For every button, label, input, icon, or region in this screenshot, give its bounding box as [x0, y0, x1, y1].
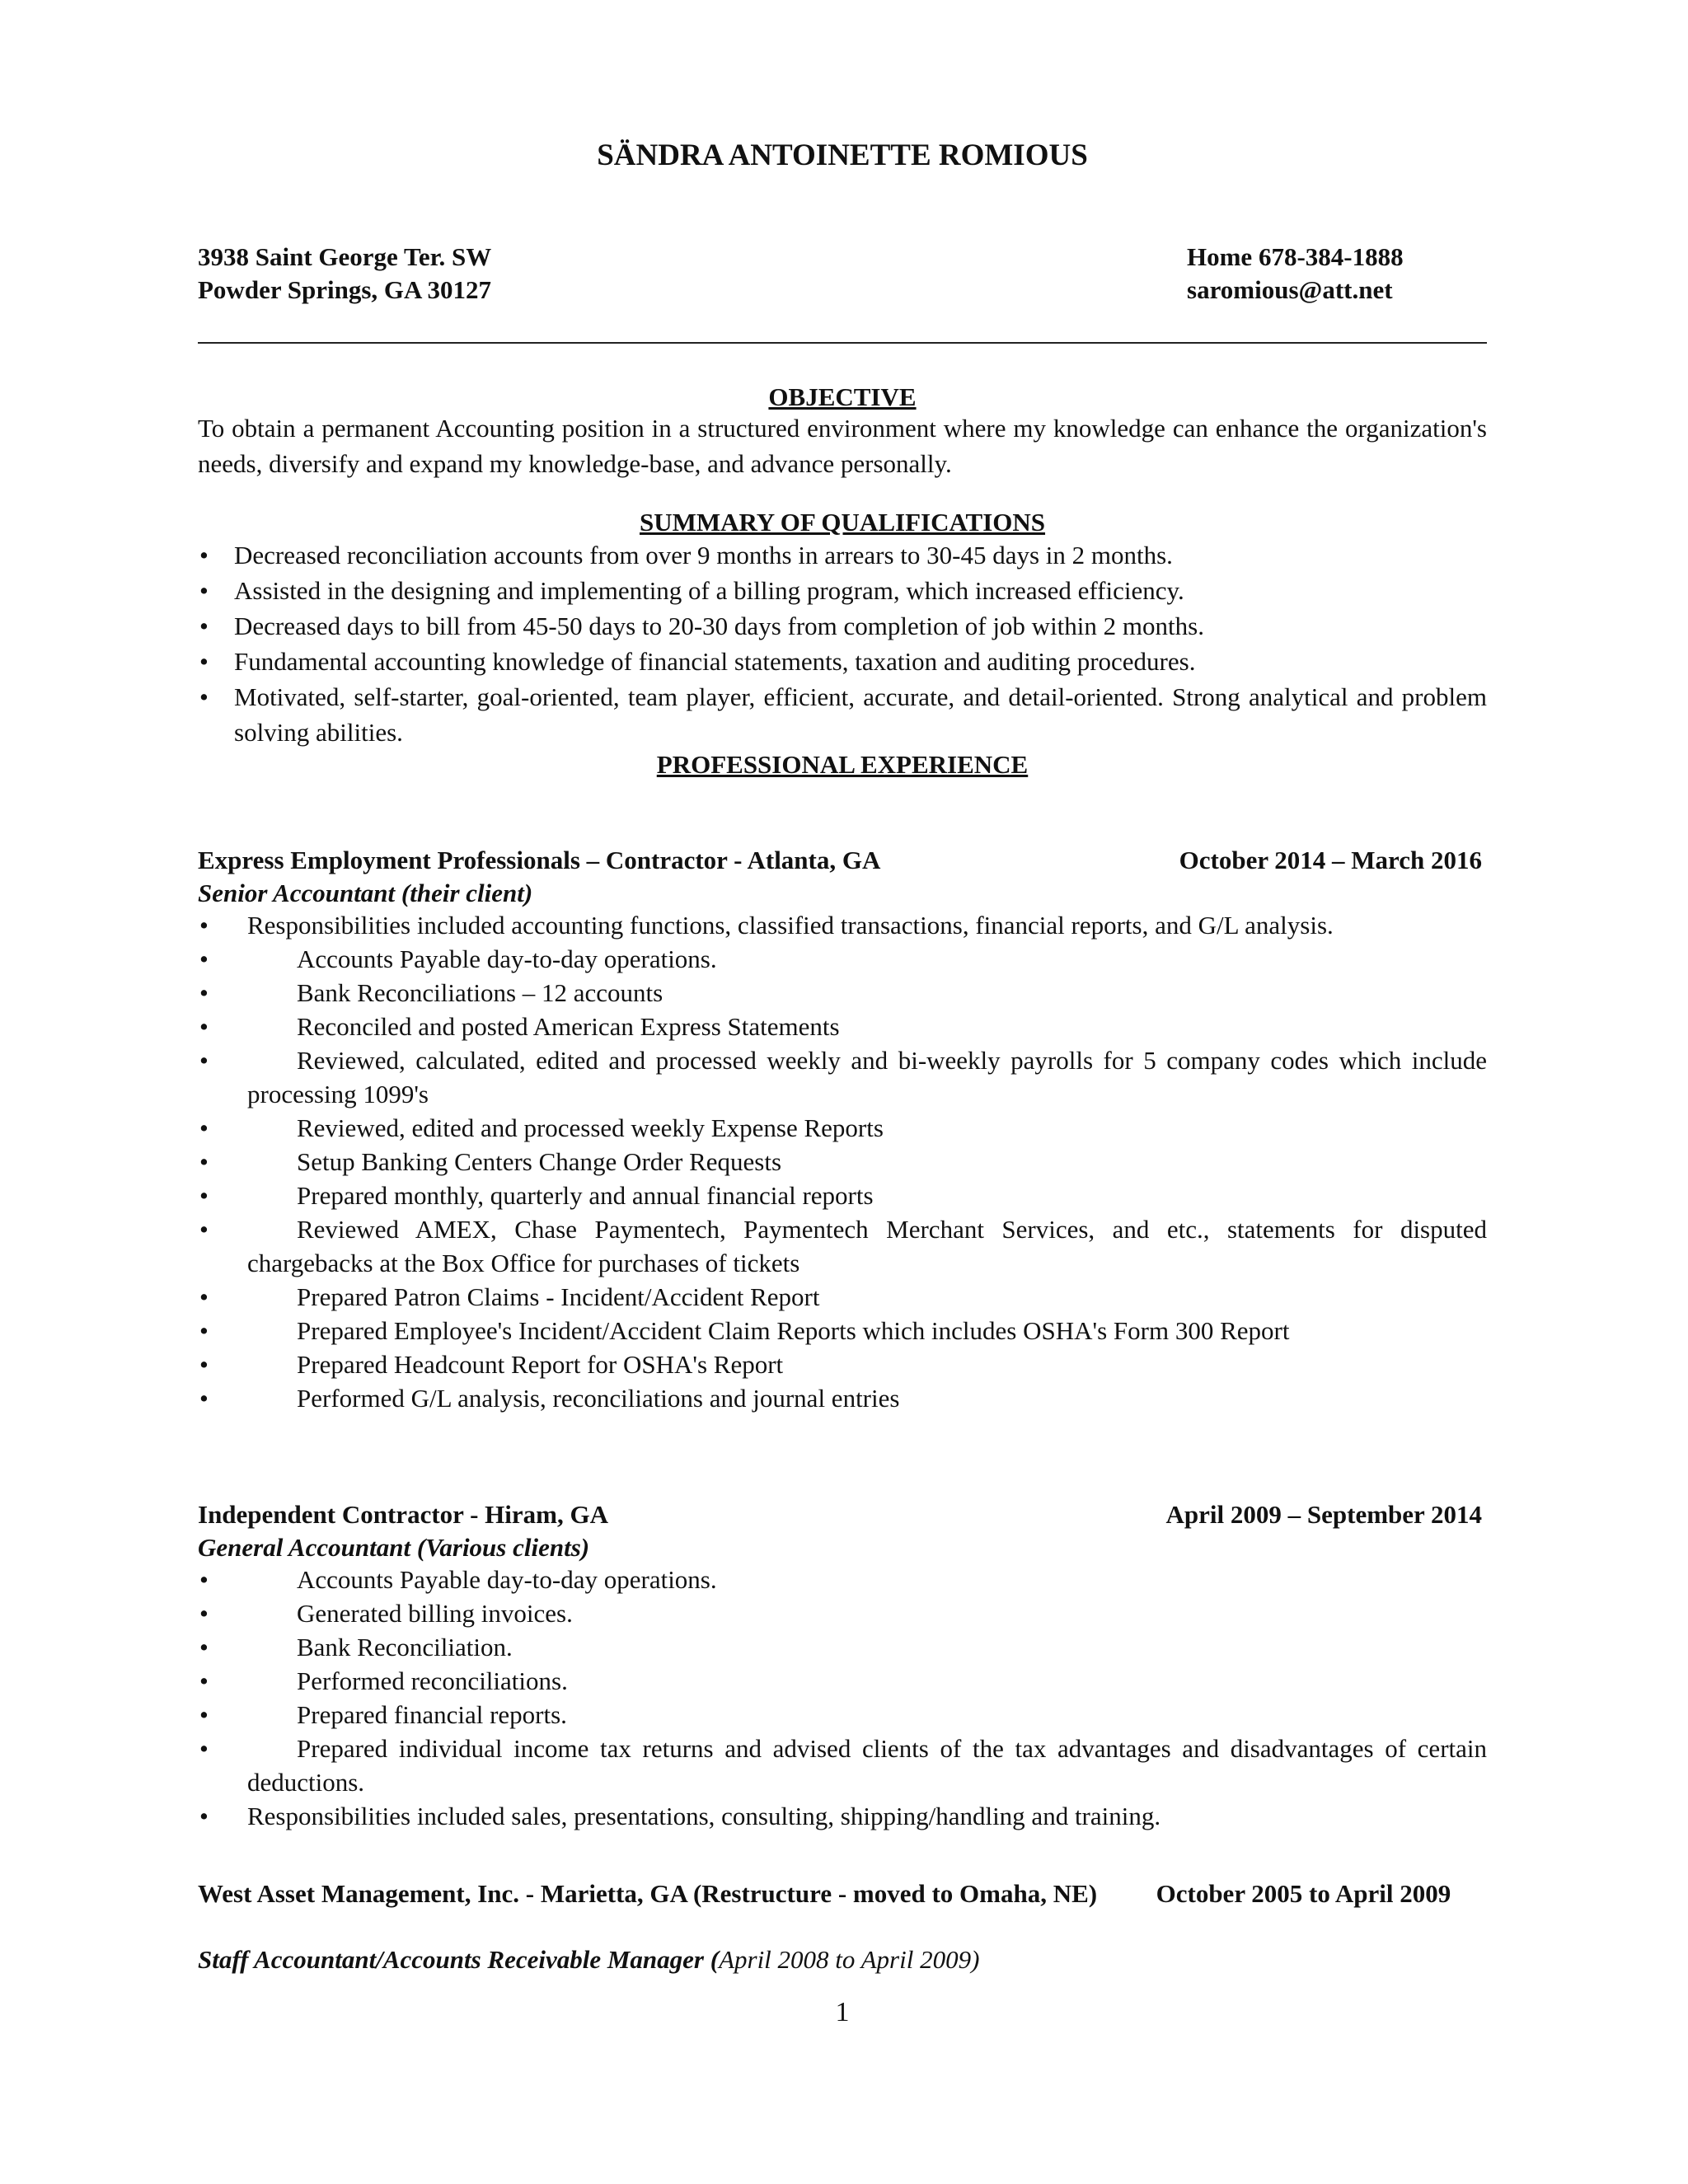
- bullet-icon: •: [199, 1599, 209, 1628]
- job-dates: October 2014 – March 2016: [1179, 846, 1482, 874]
- bullet-icon: •: [199, 682, 209, 711]
- objective-heading: OBJECTIVE: [768, 382, 917, 411]
- bullet-icon: •: [199, 1046, 209, 1075]
- list-item: • Responsibilities included accounting functions, classified transactions, financial reports, and G/L analysis.: [198, 908, 1487, 942]
- list-item: • Accounts Payable day-to-day operations.: [198, 1563, 1487, 1596]
- bullet-icon: •: [199, 1384, 209, 1413]
- bullet-icon: •: [199, 1215, 209, 1244]
- list-item: • Generated billing invoices.: [198, 1596, 1487, 1630]
- contact-block: [1187, 241, 1404, 307]
- list-item: • Bank Reconciliation.: [198, 1630, 1487, 1664]
- list-item: • Decreased reconciliation accounts from over 9 months in arrears to 30-45 days in 2 months.: [198, 537, 1487, 573]
- list-item: • Prepared Headcount Report for OSHA's Report: [198, 1347, 1487, 1381]
- bullet-icon: •: [199, 1802, 209, 1830]
- job-role: [198, 1942, 979, 1977]
- bullet-icon: •: [199, 1666, 209, 1695]
- job-role: Senior Accountant (their client): [198, 879, 533, 907]
- bullet-icon: •: [199, 1181, 209, 1210]
- job-role: General Accountant (Various clients): [198, 1533, 590, 1562]
- list-item: • Assisted in the designing and implementing of a billing program, which increased efficiency.: [198, 573, 1487, 608]
- list-item: • Responsibilities included sales, presentations, consulting, shipping/handling and training.: [198, 1799, 1487, 1833]
- job-employer: Independent Contractor - Hiram, GA: [198, 1500, 608, 1529]
- experience-heading: PROFESSIONAL EXPERIENCE: [656, 750, 1029, 779]
- bullet-icon: •: [199, 978, 209, 1007]
- job-responsibilities-independent: [198, 1563, 1487, 1833]
- page-number: 1: [835, 1997, 850, 2027]
- job-header-west-asset: [198, 1876, 1487, 1911]
- address-block: [198, 241, 491, 307]
- address-street: 3938 Saint George Ter. SW: [198, 242, 492, 271]
- bullet-icon: •: [199, 541, 209, 569]
- job-header-independent: [198, 1497, 1487, 1532]
- list-item: • Bank Reconciliations – 12 accounts: [198, 976, 1487, 1010]
- job-employer: West Asset Management, Inc. - Marietta, GA (Restructure - moved to Omaha, NE): [198, 1879, 1098, 1908]
- bullet-icon: •: [199, 1350, 209, 1379]
- bullet-icon: •: [199, 1113, 209, 1142]
- bullet-icon: •: [199, 1700, 209, 1729]
- bullet-icon: •: [199, 1633, 209, 1661]
- bullet-icon: •: [199, 1316, 209, 1345]
- job-role-period: April 2008 to April 2009): [719, 1945, 980, 1974]
- summary-list: [198, 537, 1487, 750]
- contact-phone: Home 678-384-1888: [1187, 242, 1404, 271]
- job-employer: Express Employment Professionals – Contractor - Atlanta, GA: [198, 846, 881, 874]
- list-item: • Prepared Employee's Incident/Accident Claim Reports which includes OSHA's Form 300 Report: [198, 1314, 1487, 1347]
- objective-text: To obtain a permanent Accounting position in a structured environment where my knowledge can enhance the organization's needs, diversify and expand my knowledge-base, and advance personally.: [198, 414, 1487, 478]
- list-item: • Motivated, self-starter, goal-oriented, team player, efficient, accurate, and detail-oriented. Strong analytical and problem solving abilities.: [198, 679, 1487, 750]
- list-item: • Reviewed AMEX, Chase Paymentech, Paymentech Merchant Services, and etc., statements for disputed chargebacks at the Box Office for purchases of tickets: [198, 1212, 1487, 1280]
- list-item: • Performed G/L analysis, reconciliations and journal entries: [198, 1381, 1487, 1415]
- bullet-icon: •: [199, 1282, 209, 1311]
- summary-heading: SUMMARY OF QUALIFICATIONS: [639, 508, 1046, 537]
- bullet-icon: •: [199, 612, 209, 640]
- bullet-icon: •: [199, 1147, 209, 1176]
- bullet-icon: •: [199, 1734, 209, 1763]
- list-item: • Prepared individual income tax returns and advised clients of the tax advantages and disadvantages of certain deductions.: [198, 1732, 1487, 1799]
- list-item: • Setup Banking Centers Change Order Requests: [198, 1145, 1487, 1179]
- list-item: • Reconciled and posted American Express Statements: [198, 1010, 1487, 1043]
- list-item: • Performed reconciliations.: [198, 1664, 1487, 1698]
- bullet-icon: •: [199, 576, 209, 605]
- job-header-express: [198, 842, 1487, 878]
- job-responsibilities-express: [198, 908, 1487, 1415]
- bullet-icon: •: [199, 1012, 209, 1041]
- job-dates: October 2005 to April 2009: [1156, 1879, 1451, 1908]
- list-item: • Accounts Payable day-to-day operations.: [198, 942, 1487, 976]
- bullet-icon: •: [199, 647, 209, 676]
- contact-email: saromious@att.net: [1187, 275, 1393, 304]
- resume-page: [198, 0, 1487, 2184]
- job-role-title: Staff Accountant/Accounts Receivable Manager (: [198, 1945, 720, 1974]
- list-item: • Prepared financial reports.: [198, 1698, 1487, 1732]
- header-divider: [198, 342, 1487, 344]
- list-item: • Decreased days to bill from 45-50 days to 20-30 days from completion of job within 2 months.: [198, 608, 1487, 644]
- list-item: • Prepared monthly, quarterly and annual financial reports: [198, 1179, 1487, 1212]
- address-city: Powder Springs, GA 30127: [198, 275, 491, 304]
- bullet-icon: •: [199, 911, 209, 940]
- candidate-name: SÄNDRA ANTOINETTE ROMIOUS: [597, 138, 1088, 172]
- list-item: • Prepared Patron Claims - Incident/Accident Report: [198, 1280, 1487, 1314]
- list-item: • Fundamental accounting knowledge of financial statements, taxation and auditing procedures.: [198, 644, 1487, 679]
- job-dates: April 2009 – September 2014: [1165, 1500, 1482, 1529]
- bullet-icon: •: [199, 1565, 209, 1594]
- list-item: • Reviewed, calculated, edited and processed weekly and bi-weekly payrolls for 5 company codes which include processing 1099's: [198, 1043, 1487, 1111]
- list-item: • Reviewed, edited and processed weekly Expense Reports: [198, 1111, 1487, 1145]
- bullet-icon: •: [199, 944, 209, 973]
